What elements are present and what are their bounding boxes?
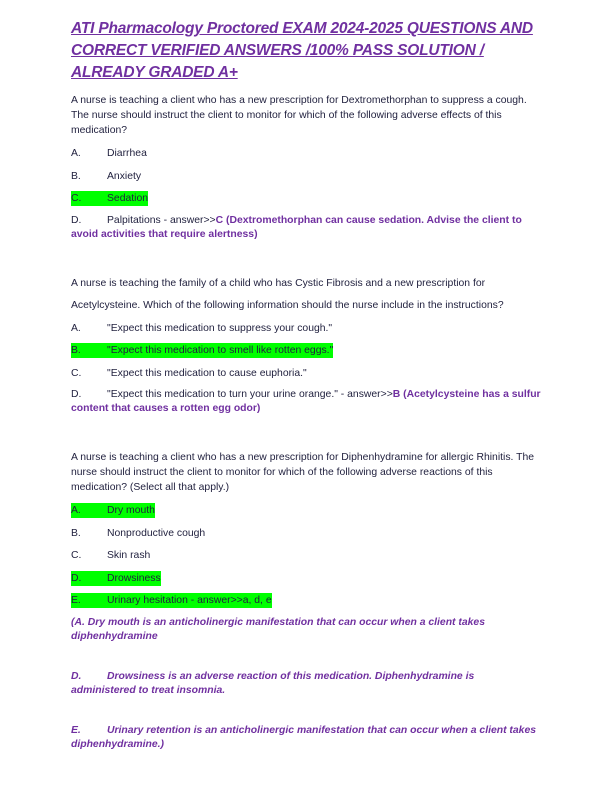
q1-option-a: A. Diarrhea: [71, 148, 147, 159]
spacer: [71, 698, 541, 724]
question-2-stem-line-2: Acetylcysteine. Which of the following information should the nurse include in the instructions?: [71, 299, 504, 311]
q3-explanation-d: D. Drowsiness is an adverse reaction of this medication. Diphenhydramine is administered to treat insomnia.: [71, 670, 475, 696]
q1-option-c-highlighted: C. Sedation: [71, 193, 149, 204]
q2-option-d-with-answer: D. "Expect this medication to turn your urine orange." - answer>>B (Acetylcysteine has a sulfur content that causes a rotten egg odor): [71, 389, 541, 414]
q3-explanation-e: E. Urinary retention is an anticholinergic manifestation that can occur when a client takes diphenhydramine.): [71, 724, 537, 750]
document-page: [71, 18, 541, 752]
spacer: [71, 424, 541, 450]
q3-explanation-a: (A. Dry mouth is an anticholinergic manifestation that can occur when a client takes diphenhydramine: [71, 616, 485, 642]
question-2-stem-line-1: A nurse is teaching the family of a child who has Cystic Fibrosis and a new prescription for: [71, 277, 486, 289]
q2-option-a: A. "Expect this medication to suppress your cough.": [71, 322, 333, 334]
q3-option-b: B. Nonproductive cough: [71, 527, 206, 539]
question-3-stem: A nurse is teaching a client who has a new prescription for Diphenhydramine for allergic Rhinitis. The nurse should instruct the client to monitor for which of the following adverse reactions of this medication? (Select all that apply.): [71, 452, 535, 493]
q2-option-b-highlighted: B. "Expect this medication to smell like rotten eggs.": [71, 345, 334, 356]
q3-option-c: C. Skin rash: [71, 550, 151, 561]
q3-option-e-highlighted: E. Urinary hesitation - answer>>a, d, e: [71, 595, 272, 606]
document-title: ATI Pharmacology Proctored EXAM 2024-2025 QUESTIONS AND CORRECT VERIFIED ANSWERS /100% PASS SOLUTION / ALREADY GRADED A+: [71, 20, 533, 81]
q1-option-d-with-answer: D. Palpitations - answer>>C (Dextromethorphan can cause sedation. Advise the client to avoid activities that require alertness): [71, 214, 522, 240]
q2-option-c: C. "Expect this medication to cause euphoria.": [71, 367, 307, 379]
q1-option-b: B. Anxiety: [71, 170, 142, 182]
q1-answer: C (Dextromethorphan can cause sedation. Advise the client to avoid activities that require alertness): [71, 214, 522, 240]
question-1-stem: A nurse is teaching a client who has a new prescription for Dextromethorphan to suppress a cough. The nurse should instruct the client to monitor for which of the following adverse effects of this medication?: [71, 95, 527, 136]
spacer: [71, 644, 541, 670]
spacer: [71, 250, 541, 276]
q3-option-a-highlighted: A. Dry mouth: [71, 505, 155, 516]
q3-option-d-highlighted: D. Drowsiness: [71, 572, 161, 584]
q2-answer: B (Acetylcysteine has a sulfur content that causes a rotten egg odor): [71, 389, 541, 414]
